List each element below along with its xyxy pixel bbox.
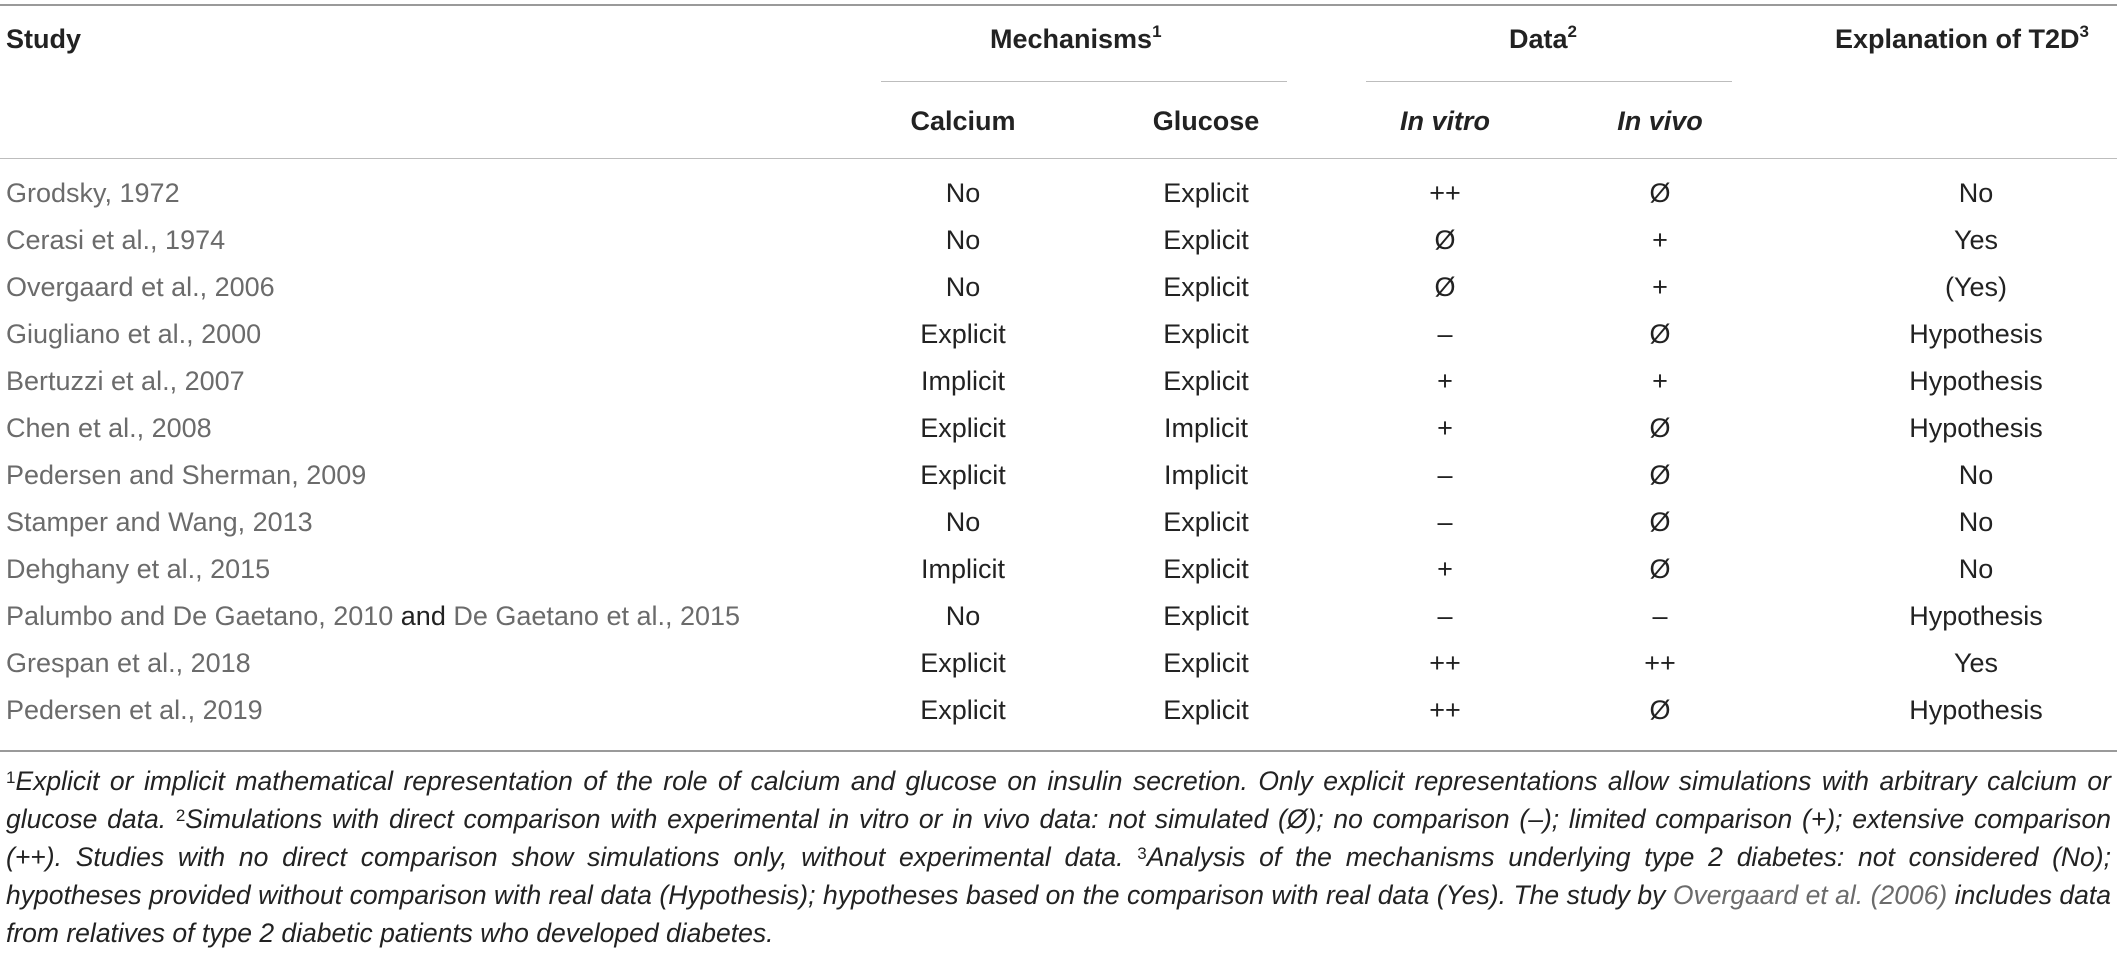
cell-glucose: Explicit: [1163, 272, 1249, 302]
footnote-1-text: Explicit or implicit mathematical representation of the role of calcium and glucose on insulin secretion. Only explicit representations allow simulations with arbitrary calcium or glucose data.: [6, 766, 2111, 834]
cell-glucose: Explicit: [1163, 225, 1249, 255]
footnote-2-text: Simulations with direct comparison with experimental in vitro or in vivo data: not simulated (Ø); no comparison (–); limited comparison (+); extensive comparison (++). Studies with no direct comparison show simulations only, without experimental data.: [6, 804, 2111, 872]
cell-in-vivo: +: [1652, 272, 1668, 302]
cell-in-vitro: –: [1437, 507, 1453, 537]
cell-study: Stamper and Wang, 2013: [6, 507, 313, 537]
cell-study: Grespan et al., 2018: [6, 648, 251, 678]
cell-explanation: No: [1958, 507, 1994, 537]
cell-in-vivo: Ø: [1649, 319, 1671, 349]
subheader-glucose: Glucose: [1152, 106, 1260, 136]
cell-explanation: Yes: [1953, 648, 1999, 678]
footnote-3-marker: 3: [1137, 844, 1147, 863]
cell-study: Chen et al., 2008: [6, 413, 212, 443]
cell-glucose: Explicit: [1163, 554, 1249, 584]
header-study-label: Study: [6, 24, 82, 54]
header-explanation-sup: 3: [2079, 22, 2089, 41]
table-row: [0, 546, 2117, 593]
study-conjunction: and: [393, 601, 454, 631]
table-row: [0, 405, 2117, 452]
cell-calcium: Explicit: [920, 695, 1006, 725]
footnote-3-text-end: includes data from relatives of type 2 diabetic patients who developed diabetes.: [6, 880, 2112, 948]
cell-in-vitro: Ø: [1434, 272, 1456, 302]
cell-in-vivo: +: [1652, 225, 1668, 255]
header-data-sup: 2: [1567, 22, 1577, 41]
cell-study: Dehghany et al., 2015: [6, 554, 271, 584]
cell-in-vitro: Ø: [1434, 225, 1456, 255]
cell-in-vivo: Ø: [1649, 178, 1671, 208]
cell-calcium: Explicit: [920, 460, 1006, 490]
cell-explanation: Hypothesis: [1909, 319, 2043, 349]
subheader-in-vitro: In vitro: [1399, 106, 1490, 136]
table-row: [0, 593, 2117, 640]
table-row: [0, 217, 2117, 264]
cell-explanation: (Yes): [1944, 272, 2008, 302]
header-mechanisms-label: Mechanisms: [990, 24, 1153, 54]
cell-in-vitro: +: [1437, 366, 1453, 396]
cell-study: Cerasi et al., 1974: [6, 225, 226, 255]
cell-in-vivo: Ø: [1649, 413, 1671, 443]
cell-calcium: Explicit: [920, 413, 1006, 443]
cell-study: Overgaard et al., 2006: [6, 272, 275, 302]
subheader-in-vivo: In vivo: [1617, 106, 1703, 136]
cell-glucose: Explicit: [1163, 648, 1249, 678]
cell-in-vivo: Ø: [1649, 460, 1671, 490]
table-row: [0, 358, 2117, 405]
cell-in-vitro: –: [1437, 319, 1453, 349]
table-row: [0, 452, 2117, 499]
table-row: [0, 640, 2117, 687]
cell-study: Grodsky, 1972: [6, 178, 180, 208]
cell-calcium: No: [945, 178, 981, 208]
cell-glucose: Explicit: [1163, 601, 1249, 631]
cell-in-vitro: –: [1437, 460, 1453, 490]
cell-study: Bertuzzi et al., 2007: [6, 366, 245, 396]
header-mechanisms: [990, 24, 1162, 55]
header-explanation: [1835, 24, 2089, 55]
data-span-rule: [1366, 81, 1732, 82]
cell-in-vivo: Ø: [1649, 695, 1671, 725]
study-link[interactable]: De Gaetano et al., 2015: [453, 601, 741, 631]
header-study: [6, 24, 81, 55]
header-explanation-label: Explanation of T2D: [1835, 24, 2080, 54]
cell-study: Pedersen et al., 2019: [6, 695, 263, 725]
subheader-calcium: Calcium: [910, 106, 1016, 136]
cell-explanation: No: [1958, 460, 1994, 490]
cell-calcium: Explicit: [920, 648, 1006, 678]
cell-explanation: Hypothesis: [1909, 601, 2043, 631]
cell-explanation: Hypothesis: [1909, 366, 2043, 396]
cell-glucose: Explicit: [1163, 366, 1249, 396]
cell-study: Giugliano et al., 2000: [6, 319, 262, 349]
footnote-3-text: Analysis of the mechanisms underlying type 2 diabetes: not considered (No); hypotheses provided without comparison with real data (Hypothesis); hypotheses based on the comparison with real data (Yes). The study by: [6, 842, 2111, 910]
cell-in-vitro: –: [1437, 601, 1453, 631]
table-bottom-rule: [0, 750, 2117, 752]
cell-explanation: No: [1958, 554, 1994, 584]
cell-calcium: Implicit: [920, 366, 1005, 396]
table-row: [0, 499, 2117, 546]
table-top-rule: [0, 4, 2117, 6]
cell-in-vivo: +: [1652, 366, 1668, 396]
cell-in-vivo: Ø: [1649, 507, 1671, 537]
cell-in-vivo: Ø: [1649, 554, 1671, 584]
cell-glucose: Implicit: [1163, 413, 1248, 443]
header-data-label: Data: [1509, 24, 1568, 54]
table-footnotes: [6, 762, 2111, 952]
header-mechanisms-sup: 1: [1152, 22, 1162, 41]
cell-in-vitro: ++: [1429, 178, 1461, 208]
cell-calcium: No: [945, 601, 981, 631]
header-bottom-rule: [0, 158, 2117, 159]
table-row: [0, 264, 2117, 311]
cell-glucose: Implicit: [1163, 460, 1248, 490]
cell-glucose: Explicit: [1163, 319, 1249, 349]
cell-glucose: Explicit: [1163, 695, 1249, 725]
cell-calcium: No: [945, 225, 981, 255]
cell-in-vitro: ++: [1429, 695, 1461, 725]
footnote-2-marker: 2: [175, 806, 186, 825]
table-row: [0, 687, 2117, 734]
study-link[interactable]: Palumbo and De Gaetano, 2010: [6, 601, 394, 631]
cell-explanation: Yes: [1953, 225, 1999, 255]
mechanisms-span-rule: [881, 81, 1287, 82]
cell-in-vitro: +: [1437, 413, 1453, 443]
cell-glucose: Explicit: [1163, 507, 1249, 537]
cell-explanation: Hypothesis: [1909, 413, 2043, 443]
cell-calcium: No: [945, 507, 981, 537]
cell-glucose: Explicit: [1163, 178, 1249, 208]
table-row: [0, 311, 2117, 358]
cell-explanation: Hypothesis: [1909, 695, 2043, 725]
cell-calcium: Explicit: [920, 319, 1006, 349]
cell-in-vivo: –: [1652, 601, 1668, 631]
cell-explanation: No: [1958, 178, 1994, 208]
footnote-citation-link[interactable]: Overgaard et al. (2006): [1672, 880, 1948, 910]
footnote-1-marker: 1: [6, 768, 16, 787]
cell-study: Pedersen and Sherman, 2009: [6, 460, 367, 490]
cell-study: [6, 593, 740, 640]
cell-in-vivo: ++: [1644, 648, 1676, 678]
cell-in-vitro: +: [1437, 554, 1453, 584]
table-row: [0, 170, 2117, 217]
cell-calcium: Implicit: [920, 554, 1005, 584]
header-data: [1509, 24, 1577, 55]
cell-in-vitro: ++: [1429, 648, 1461, 678]
cell-calcium: No: [945, 272, 981, 302]
